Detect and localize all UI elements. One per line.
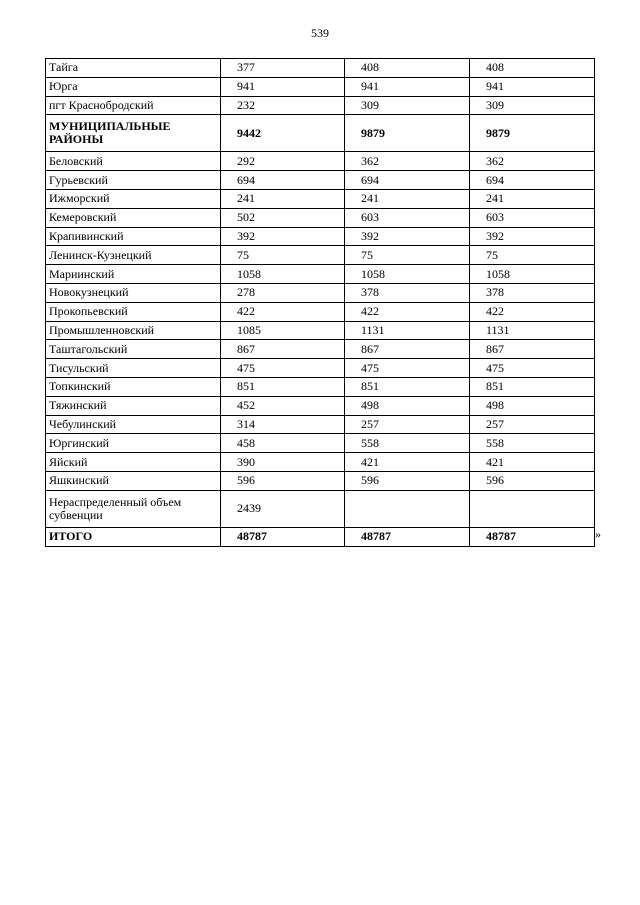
row-name-cell: Кемеровский (46, 208, 221, 227)
row-name-cell: Крапивинский (46, 227, 221, 246)
table-row (46, 321, 595, 340)
value-cell: 851 (470, 377, 595, 396)
table-row (46, 189, 595, 208)
value-cell: 558 (470, 434, 595, 453)
table-row (46, 302, 595, 321)
value-cell: 378 (470, 283, 595, 302)
value-cell: 452 (221, 396, 345, 415)
table-row (46, 490, 595, 527)
value-cell: 422 (221, 302, 345, 321)
value-cell: 1131 (345, 321, 470, 340)
value-cell: 867 (221, 340, 345, 359)
value-cell: 378 (345, 283, 470, 302)
value-cell: 9442 (221, 115, 345, 152)
table-row (46, 96, 595, 115)
value-cell: 241 (221, 189, 345, 208)
value-cell: 1131 (470, 321, 595, 340)
table-row (46, 227, 595, 246)
row-name-cell: Тайга (46, 59, 221, 78)
value-cell: 422 (470, 302, 595, 321)
value-cell: 941 (221, 77, 345, 96)
value-cell: 475 (345, 359, 470, 378)
value-cell: 9879 (345, 115, 470, 152)
row-name-cell: Ленинск-Кузнецкий (46, 246, 221, 265)
value-cell: 694 (470, 171, 595, 190)
value-cell: 278 (221, 283, 345, 302)
row-name-cell: Топкинский (46, 377, 221, 396)
value-cell: 458 (221, 434, 345, 453)
table-row (46, 527, 595, 546)
row-name-cell: Таштагольский (46, 340, 221, 359)
table-row (46, 283, 595, 302)
value-cell: 309 (470, 96, 595, 115)
row-name-cell: Прокопьевский (46, 302, 221, 321)
value-cell: 75 (221, 246, 345, 265)
value-cell: 1085 (221, 321, 345, 340)
table-row (46, 396, 595, 415)
value-cell: 475 (470, 359, 595, 378)
subvention-table (45, 58, 595, 547)
value-cell: 48787 (470, 527, 595, 546)
table-row (46, 171, 595, 190)
value-cell: 1058 (470, 265, 595, 284)
row-name-cell: Юрга (46, 77, 221, 96)
value-cell: 558 (345, 434, 470, 453)
value-cell: 241 (470, 189, 595, 208)
row-name-cell: Тяжинский (46, 396, 221, 415)
table-row (46, 377, 595, 396)
table-row (46, 115, 595, 152)
table-row (46, 77, 595, 96)
row-name-cell: Чебулинский (46, 415, 221, 434)
value-cell: 867 (470, 340, 595, 359)
value-cell: 292 (221, 152, 345, 171)
value-cell: 498 (470, 396, 595, 415)
value-cell: 694 (345, 171, 470, 190)
value-cell: 392 (221, 227, 345, 246)
value-cell: 694 (221, 171, 345, 190)
table-row (46, 246, 595, 265)
table-row (46, 152, 595, 171)
value-cell: 422 (345, 302, 470, 321)
value-cell: 314 (221, 415, 345, 434)
row-name-cell: Яшкинский (46, 471, 221, 490)
value-cell: 941 (470, 77, 595, 96)
row-name-cell: Новокузнецкий (46, 283, 221, 302)
value-cell (470, 490, 595, 527)
value-cell: 408 (345, 59, 470, 78)
page-number: 539 (311, 26, 329, 40)
value-cell: 48787 (221, 527, 345, 546)
table-row (46, 208, 595, 227)
value-cell: 392 (470, 227, 595, 246)
value-cell: 475 (221, 359, 345, 378)
closing-quote: » (595, 527, 601, 541)
row-name-cell: Тисульский (46, 359, 221, 378)
value-cell: 377 (221, 59, 345, 78)
value-cell: 502 (221, 208, 345, 227)
row-name-cell: МУНИЦИПАЛЬНЫЕ РАЙОНЫ (46, 115, 221, 152)
table-row (46, 471, 595, 490)
row-name-cell: Мариинский (46, 265, 221, 284)
value-cell: 2439 (221, 490, 345, 527)
row-name-cell: пгт Краснобродский (46, 96, 221, 115)
row-name-cell: Беловский (46, 152, 221, 171)
value-cell: 362 (345, 152, 470, 171)
value-cell: 851 (345, 377, 470, 396)
table-row (46, 340, 595, 359)
row-name-cell: ИТОГО (46, 527, 221, 546)
row-name-cell: Юргинский (46, 434, 221, 453)
value-cell: 498 (345, 396, 470, 415)
value-cell: 1058 (345, 265, 470, 284)
value-cell: 362 (470, 152, 595, 171)
table-row (46, 59, 595, 78)
table-body (46, 59, 595, 547)
value-cell: 596 (221, 471, 345, 490)
value-cell: 408 (470, 59, 595, 78)
value-cell: 421 (470, 453, 595, 472)
table-row (46, 265, 595, 284)
value-cell: 596 (470, 471, 595, 490)
table-row (46, 453, 595, 472)
value-cell: 232 (221, 96, 345, 115)
value-cell: 48787 (345, 527, 470, 546)
value-cell: 390 (221, 453, 345, 472)
value-cell (345, 490, 470, 527)
value-cell: 75 (470, 246, 595, 265)
value-cell: 941 (345, 77, 470, 96)
value-cell: 603 (470, 208, 595, 227)
value-cell: 1058 (221, 265, 345, 284)
row-name-cell: Ижморский (46, 189, 221, 208)
value-cell: 309 (345, 96, 470, 115)
value-cell: 603 (345, 208, 470, 227)
table-row (46, 415, 595, 434)
value-cell: 241 (345, 189, 470, 208)
value-cell: 392 (345, 227, 470, 246)
row-name-cell: Промышленновский (46, 321, 221, 340)
table-row (46, 359, 595, 378)
row-name-cell: Гурьевский (46, 171, 221, 190)
value-cell: 421 (345, 453, 470, 472)
value-cell: 75 (345, 246, 470, 265)
table-row (46, 434, 595, 453)
value-cell: 867 (345, 340, 470, 359)
row-name-cell: Нераспределенный объем субвенции (46, 490, 221, 527)
value-cell: 257 (345, 415, 470, 434)
value-cell: 851 (221, 377, 345, 396)
value-cell: 257 (470, 415, 595, 434)
row-name-cell: Яйский (46, 453, 221, 472)
value-cell: 9879 (470, 115, 595, 152)
value-cell: 596 (345, 471, 470, 490)
